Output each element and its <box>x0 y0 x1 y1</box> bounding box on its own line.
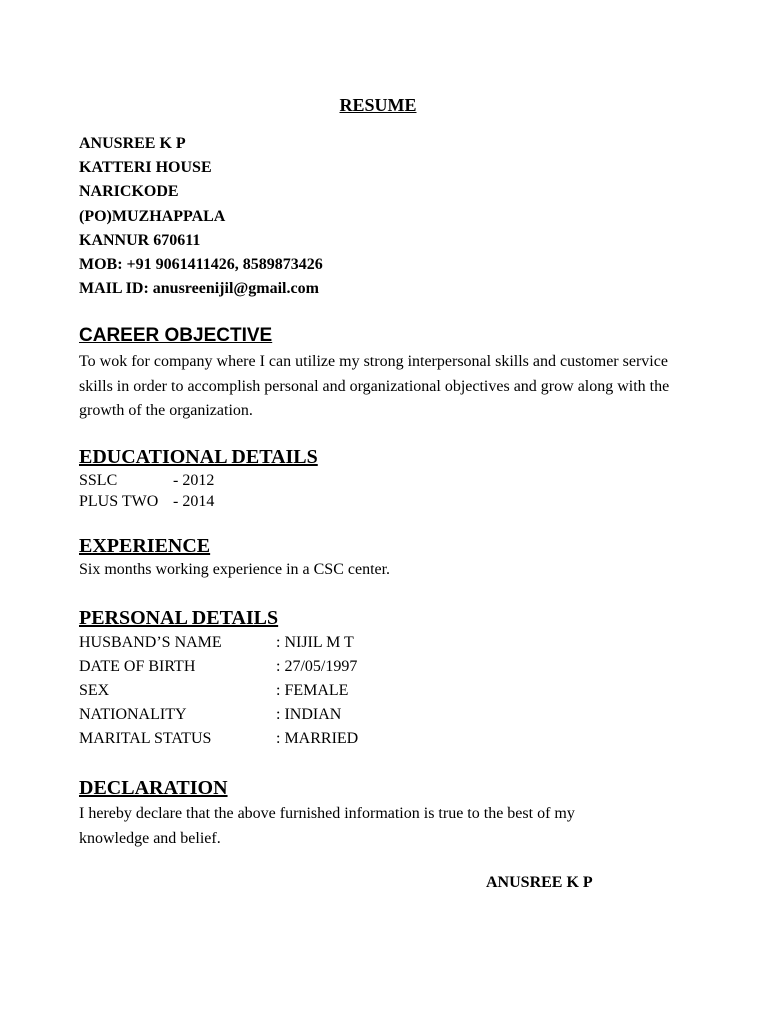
education-year: - 2012 <box>173 472 215 489</box>
personal-details-section <box>79 606 689 751</box>
personal-detail-row <box>79 679 689 703</box>
personal-detail-row <box>79 631 689 655</box>
education-heading: EDUCATIONAL DETAILS <box>79 446 318 468</box>
personal-details-heading: PERSONAL DETAILS <box>79 607 279 629</box>
education-year: - 2014 <box>173 493 215 510</box>
personal-detail-row <box>79 655 689 679</box>
personal-detail-value: : FEMALE <box>276 682 349 699</box>
experience-text: Six months working experience in a CSC center. <box>79 561 391 578</box>
personal-detail-label: HUSBAND’S NAME <box>79 634 222 651</box>
contact-post-office: (PO)MUZHAPPALA <box>79 207 226 225</box>
personal-detail-value: : 27/05/1997 <box>276 658 358 675</box>
personal-detail-label: NATIONALITY <box>79 706 187 723</box>
education-label: PLUS TWO <box>79 493 159 510</box>
declaration-heading: DECLARATION <box>79 777 228 799</box>
contact-house: KATTERI HOUSE <box>79 159 212 177</box>
education-section <box>79 445 689 512</box>
experience-section <box>79 534 689 583</box>
declaration-text: I hereby declare that the above furnished information is true to the best of my knowledge and belief. <box>79 805 575 847</box>
contact-name: ANUSREE K P <box>79 135 186 152</box>
personal-detail-label: MARITAL STATUS <box>79 730 212 747</box>
personal-detail-value: : NIJIL M T <box>276 634 354 651</box>
contact-district: KANNUR 670611 <box>79 231 201 249</box>
education-row <box>79 491 689 512</box>
career-objective-heading: CAREER OBJECTIVE <box>79 325 273 346</box>
education-row <box>79 470 689 491</box>
contact-block <box>79 132 323 301</box>
education-label: SSLC <box>79 472 118 489</box>
personal-details-list <box>79 631 689 751</box>
signature-name: ANUSREE K P <box>486 874 593 891</box>
personal-detail-row <box>79 727 689 751</box>
personal-detail-label: DATE OF BIRTH <box>79 658 196 675</box>
career-objective-text: To wok for company where I can utilize my strong interpersonal skills and customer service skills in order to accomplish personal and organizational objectives and grow along with the growth of the organization. <box>79 353 670 419</box>
experience-heading: EXPERIENCE <box>79 535 211 557</box>
document-title: RESUME <box>339 95 417 115</box>
personal-detail-row <box>79 703 689 727</box>
contact-place: NARICKODE <box>79 183 179 201</box>
declaration-section <box>79 776 689 851</box>
education-list <box>79 470 689 512</box>
contact-mobile: MOB: +91 9061411426, 8589873426 <box>79 256 323 274</box>
contact-email: MAIL ID: anusreenijil@gmail.com <box>79 280 319 298</box>
career-objective-section <box>79 324 689 424</box>
personal-detail-label: SEX <box>79 682 110 699</box>
personal-detail-value: : INDIAN <box>276 706 342 723</box>
personal-detail-value: : MARRIED <box>276 730 359 747</box>
